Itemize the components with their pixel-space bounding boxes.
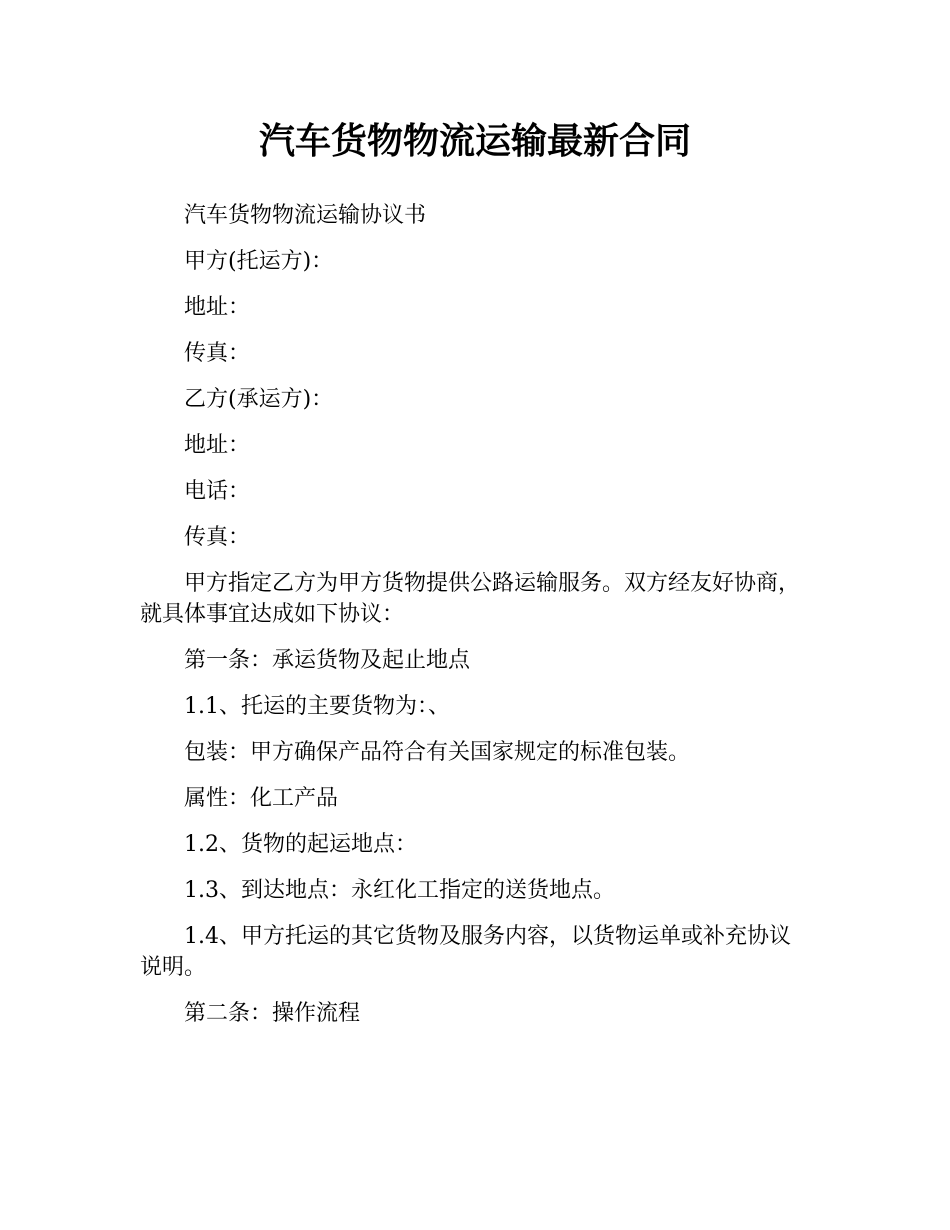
- paragraph-preamble: 甲方指定乙方为甲方货物提供公路运输服务。双方经友好协商，就具体事宜达成如下协议：: [140, 571, 801, 627]
- paragraph-clause-1-2: 1.2、货物的起运地点：: [184, 832, 417, 857]
- paragraph-party-a-fax: 传真：: [184, 341, 251, 366]
- paragraph-party-a-address: 地址：: [184, 295, 251, 320]
- paragraph-clause-1-3: 1.3、到达地点：永红化工指定的送货地点。: [184, 878, 615, 903]
- paragraph-attribute: 属性：化工产品: [184, 786, 339, 811]
- document-body: [140, 200, 812, 1044]
- paragraph-party-b-address: 地址：: [184, 433, 251, 458]
- paragraph-article-1-heading: 第一条：承运货物及起止地点: [184, 648, 471, 673]
- document-title: 汽车货物物流运输最新合同: [258, 121, 691, 162]
- paragraph-clause-1-4: 1.4、甲方托运的其它货物及服务内容，以货物运单或补充协议说明。: [140, 924, 791, 980]
- paragraph-party-a: 甲方(托运方)：: [184, 249, 334, 274]
- paragraph-packaging: 包装：甲方确保产品符合有关国家规定的标准包装。: [184, 740, 691, 765]
- paragraph-clause-1-1: 1.1、托运的主要货物为：、: [184, 694, 450, 719]
- paragraph-party-b-phone: 电话：: [184, 479, 251, 504]
- paragraph-article-2-heading: 第二条：操作流程: [184, 1001, 361, 1026]
- paragraph-agreement-name: 汽车货物物流运输协议书: [184, 203, 427, 228]
- paragraph-party-b: 乙方(承运方)：: [184, 387, 334, 412]
- paragraph-party-b-fax: 传真：: [184, 525, 251, 550]
